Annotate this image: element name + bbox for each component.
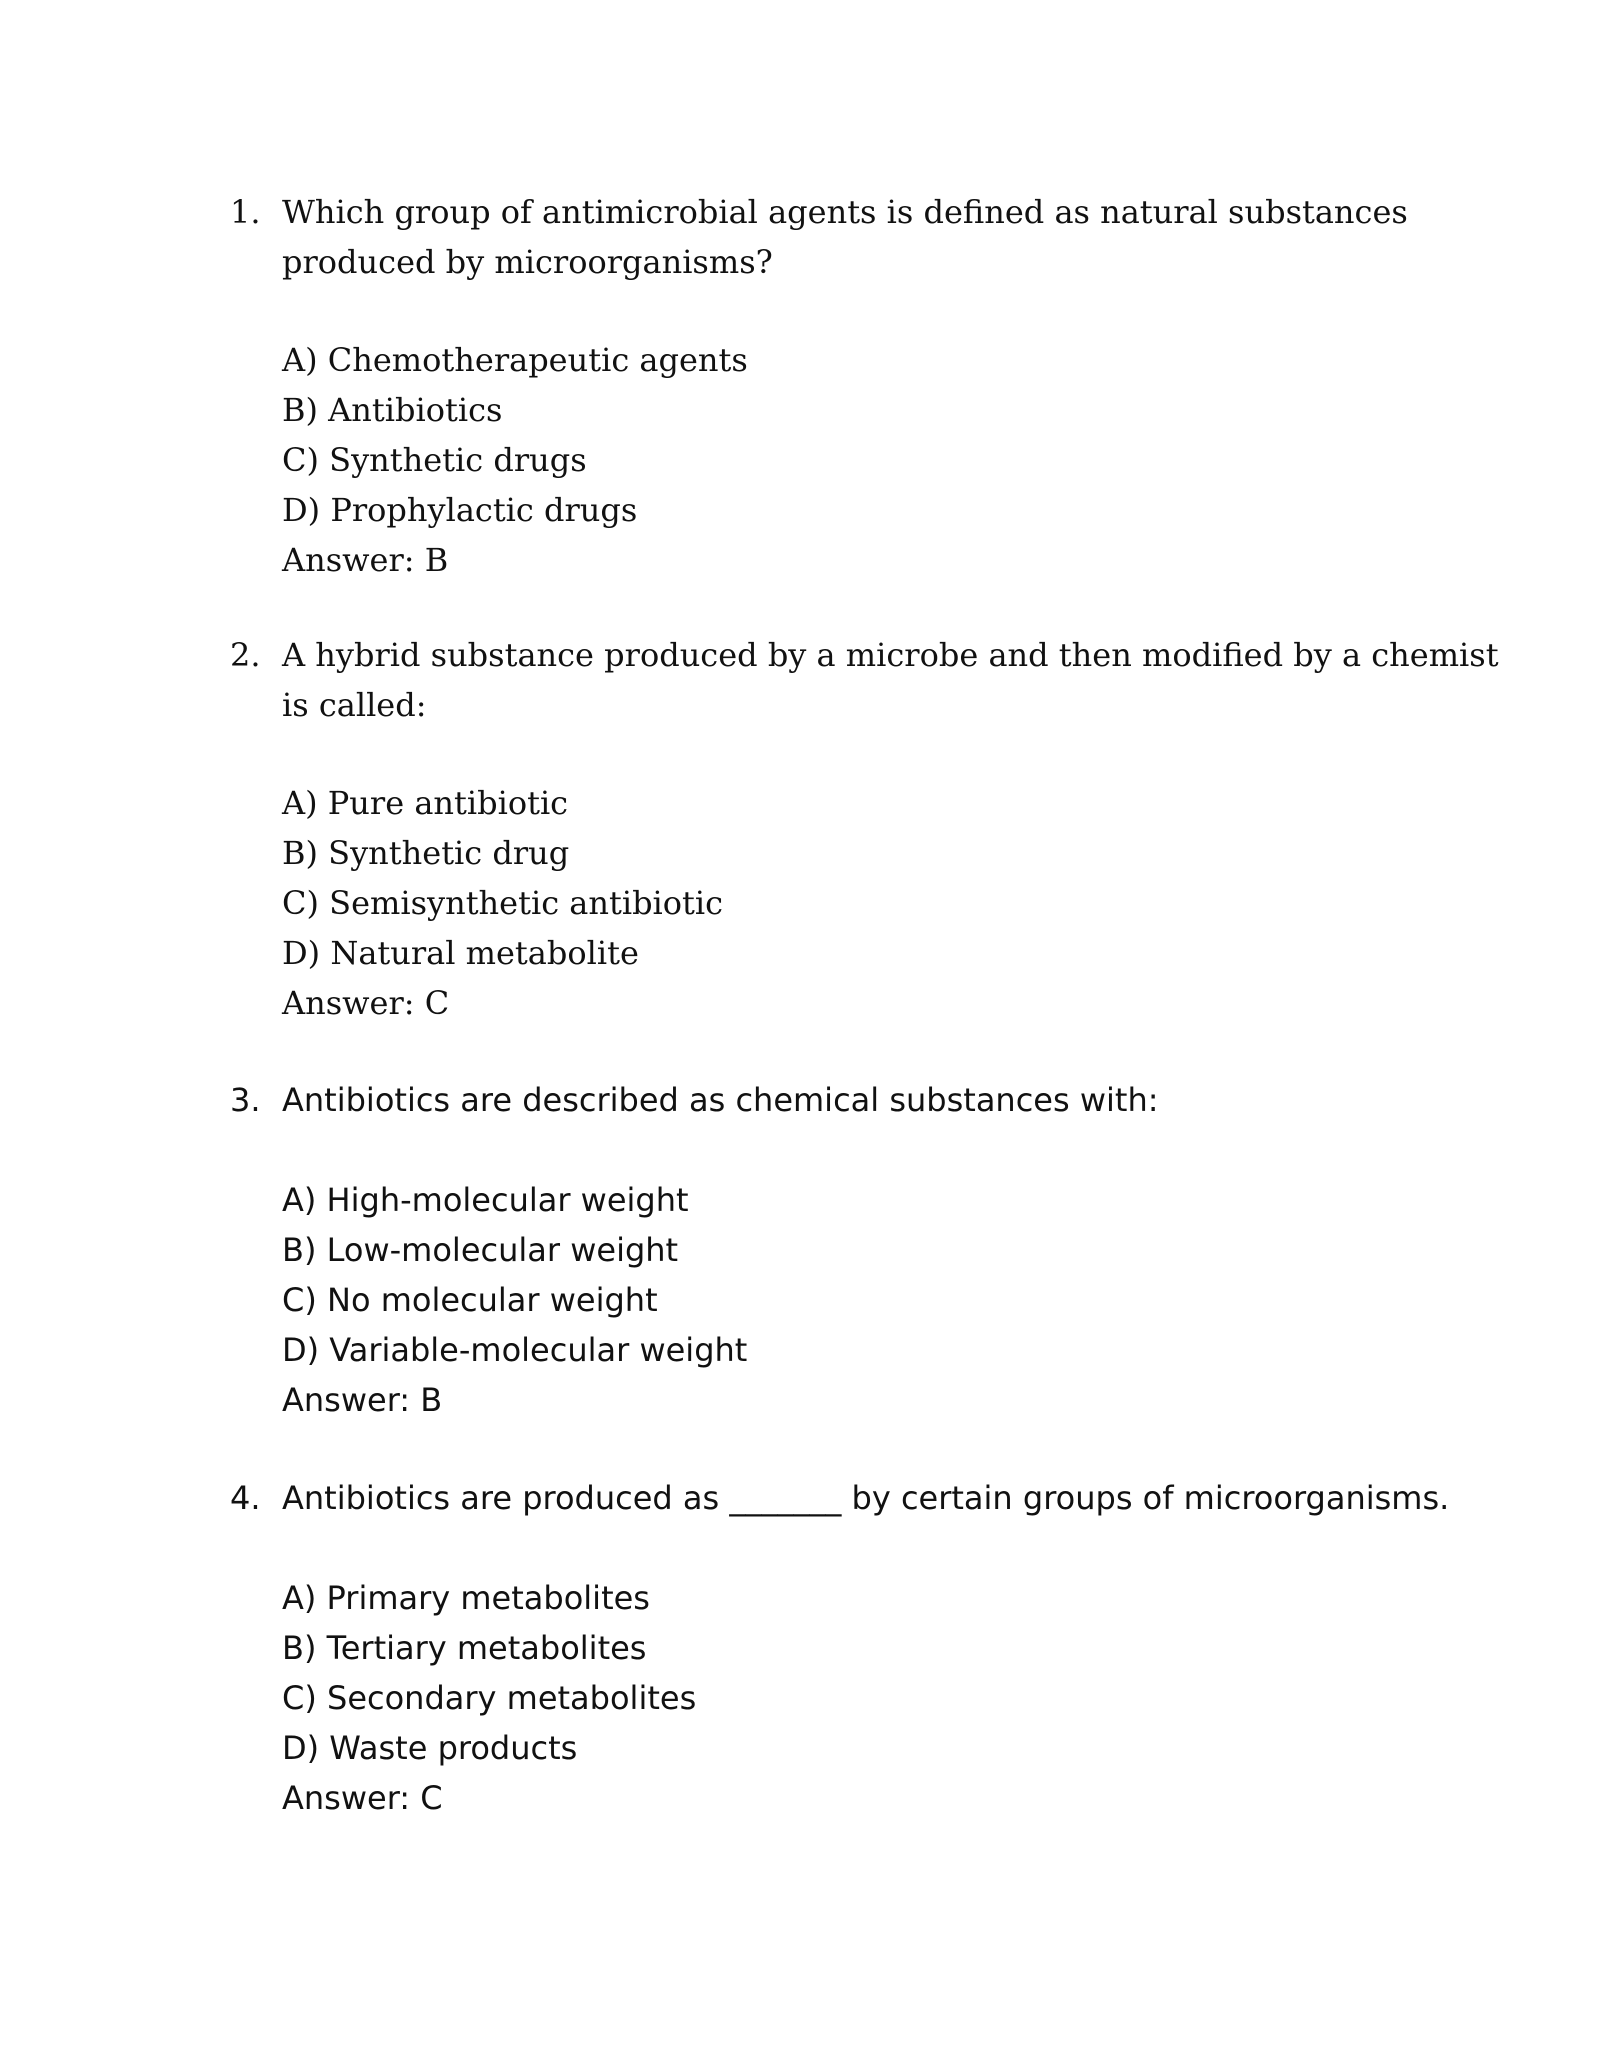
question-2 <box>230 630 1499 1030</box>
question-text <box>282 1075 1422 1125</box>
question-text <box>282 1473 1450 1523</box>
answer-text: Answer: B <box>282 1381 443 1419</box>
question-number: 3. <box>230 1081 261 1119</box>
option-list <box>282 335 1382 585</box>
option-b: B) Tertiary metabolites <box>282 1629 647 1667</box>
question-text-line: Which group of antimicrobial agents is defined as natural substances <box>282 193 1408 231</box>
option-a: A) Pure antibiotic <box>282 784 569 822</box>
option-list <box>282 1573 1382 1823</box>
option-b: B) Low-molecular weight <box>282 1231 679 1269</box>
option-c: C) Secondary metabolites <box>282 1679 697 1717</box>
option-a: A) High-molecular weight <box>282 1181 689 1219</box>
question-number: 4. <box>230 1479 261 1517</box>
answer-text: Answer: C <box>282 1779 443 1817</box>
option-d: D) Prophylactic drugs <box>282 491 638 529</box>
question-1 <box>230 187 1430 587</box>
option-a: A) Chemotherapeutic agents <box>282 341 748 379</box>
option-b: B) Antibiotics <box>282 391 503 429</box>
answer-text: Answer: B <box>282 541 449 579</box>
question-text-line: is called: <box>282 686 427 724</box>
option-c: C) No molecular weight <box>282 1281 658 1319</box>
option-d: D) Variable-molecular weight <box>282 1331 748 1369</box>
question-4 <box>230 1473 1450 1833</box>
answer-text: Answer: C <box>282 984 450 1022</box>
question-number: 1. <box>230 193 261 231</box>
option-c: C) Synthetic drugs <box>282 441 587 479</box>
option-list <box>282 1175 1382 1425</box>
question-3 <box>230 1075 1430 1435</box>
question-text-line: Antibiotics are described as chemical substances with: <box>282 1081 1159 1119</box>
option-b: B) Synthetic drug <box>282 834 570 872</box>
question-text-line: produced by microorganisms? <box>282 243 773 281</box>
option-list <box>282 778 1382 1028</box>
option-c: C) Semisynthetic antibiotic <box>282 884 724 922</box>
question-text-line: A hybrid substance produced by a microbe and then modified by a chemist <box>282 636 1499 674</box>
option-d: D) Waste products <box>282 1729 578 1767</box>
question-text <box>282 187 1422 287</box>
question-number: 2. <box>230 636 261 674</box>
question-text <box>282 630 1499 730</box>
question-text-line: Antibiotics are produced as _______ by certain groups of microorganisms. <box>282 1479 1450 1517</box>
option-d: D) Natural metabolite <box>282 934 639 972</box>
option-a: A) Primary metabolites <box>282 1579 650 1617</box>
